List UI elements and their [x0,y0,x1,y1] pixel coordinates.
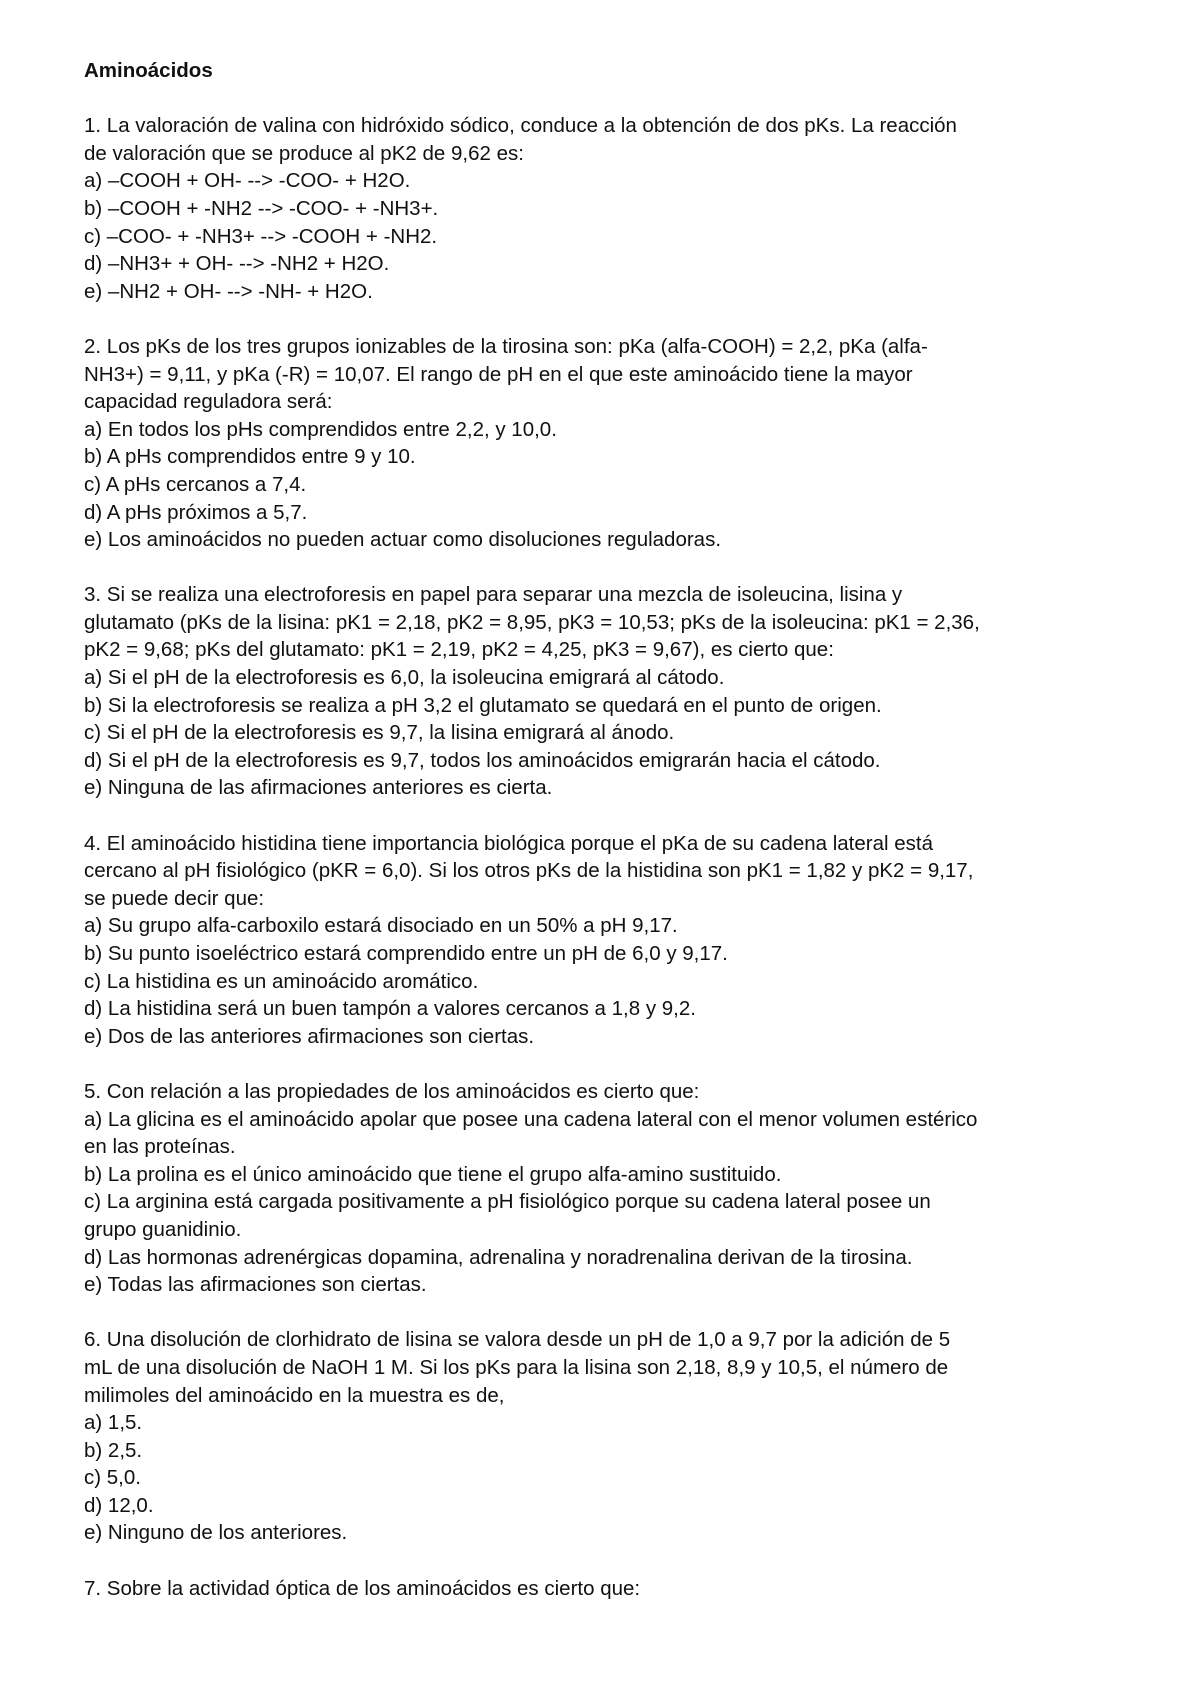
answer-option-line: b) –COOH + -NH2 --> -COO- + -NH3+. [84,196,439,220]
answer-option-line: a) Su grupo alfa-carboxilo estará disociado en un 50% a pH 9,17. [84,914,678,938]
answer-option-b [84,940,1144,968]
question-stem-line: de valoración que se produce al pK2 de 9,62 es: [84,141,524,165]
answer-option-b [84,195,1144,223]
answer-option-d [84,747,1144,775]
answer-option-line: c) –COO- + -NH3+ --> -COOH + -NH2. [84,224,438,248]
answer-option-b [84,692,1144,720]
answer-option-line: a) La glicina es el aminoácido apolar que posee una cadena lateral con el menor volumen estérico [84,1107,978,1131]
answer-option-line: e) –NH2 + OH- --> -NH- + H2O. [84,279,373,303]
question-list [84,112,1144,1602]
answer-option-e [84,1023,1144,1051]
question-stem-line: 7. Sobre la actividad óptica de los aminoácidos es cierto que: [84,1576,641,1600]
answer-option-a [84,664,1144,692]
answer-option-e [84,526,1144,554]
answer-option-line: c) La histidina es un aminoácido aromático. [84,969,479,993]
question-stem-line: 1. La valoración de valina con hidróxido sódico, conduce a la obtención de dos pKs. La reacción [84,114,957,138]
answer-option-a [84,167,1144,195]
question-stem-line: cercano al pH fisiológico (pKR = 6,0). Si los otros pKs de la histidina son pK1 = 1,82 y pK2 = 9,17, [84,859,974,883]
answer-option-e [84,278,1144,306]
question-stem-line: milimoles del aminoácido en la muestra es de, [84,1383,505,1407]
answer-option-line: en las proteínas. [84,1135,236,1159]
answer-option-line: d) 12,0. [84,1493,154,1517]
question-3 [84,581,1144,802]
answer-option-d [84,499,1144,527]
answer-option-line: e) Los aminoácidos no pueden actuar como disoluciones reguladoras. [84,528,722,552]
answer-option-line: grupo guanidinio. [84,1217,242,1241]
answer-option-line: c) La arginina está cargada positivamente a pH fisiológico porque su cadena lateral posee un [84,1190,931,1214]
question-stem-line: mL de una disolución de NaOH 1 M. Si los pKs para la lisina son 2,18, 8,9 y 10,5, el número de [84,1355,949,1379]
answer-option-line: b) La prolina es el único aminoácido que tiene el grupo alfa-amino sustituido. [84,1162,782,1186]
answer-option-line: c) 5,0. [84,1466,141,1490]
answer-option-line: b) 2,5. [84,1438,143,1462]
answer-option-line: d) Las hormonas adrenérgicas dopamina, adrenalina y noradrenalina derivan de la tirosina. [84,1245,913,1269]
answer-option-b [84,1437,1144,1465]
answer-option-b [84,443,1144,471]
answer-option-line: d) –NH3+ + OH- --> -NH2 + H2O. [84,252,390,276]
answer-option-c [84,1464,1144,1492]
question-2 [84,333,1144,554]
answer-option-line: c) Si el pH de la electroforesis es 9,7, la lisina emigrará al ánodo. [84,721,675,745]
answer-option-c [84,1188,1144,1243]
answer-option-line: d) A pHs próximos a 5,7. [84,500,308,524]
answer-option-c [84,719,1144,747]
answer-option-line: a) Si el pH de la electroforesis es 6,0, la isoleucina emigrará al cátodo. [84,666,725,690]
question-stem-line: 6. Una disolución de clorhidrato de lisina se valora desde un pH de 1,0 a 9,7 por la adición de 5 [84,1328,951,1352]
answer-option-line: e) Ninguno de los anteriores. [84,1521,348,1545]
answer-option-a [84,1106,1144,1161]
answer-option-a [84,912,1144,940]
answer-option-line: d) La histidina será un buen tampón a valores cercanos a 1,8 y 9,2. [84,997,696,1021]
answer-option-e [84,774,1144,802]
answer-option-e [84,1271,1144,1299]
answer-option-d [84,250,1144,278]
answer-option-line: e) Todas las afirmaciones son ciertas. [84,1273,427,1297]
question-stem-line: 3. Si se realiza una electroforesis en papel para separar una mezcla de isoleucina, lisina y [84,583,903,607]
question-4 [84,830,1144,1051]
answer-option-c [84,471,1144,499]
question-stem-line: 4. El aminoácido histidina tiene importancia biológica porque el pKa de su cadena lateral está [84,831,934,855]
question-stem-line: pK2 = 9,68; pKs del glutamato: pK1 = 2,19, pK2 = 4,25, pK3 = 9,67), es cierto que: [84,638,834,662]
answer-option-line: a) 1,5. [84,1411,143,1435]
answer-option-d [84,995,1144,1023]
answer-option-line: b) Su punto isoeléctrico estará comprendido entre un pH de 6,0 y 9,17. [84,942,728,965]
answer-option-line: b) Si la electroforesis se realiza a pH 3,2 el glutamato se quedará en el punto de origen. [84,693,882,717]
question-stem-line: 2. Los pKs de los tres grupos ionizables de la tirosina son: pKa (alfa-COOH) = 2,2, pKa (alfa- [84,334,928,358]
answer-option-a [84,1409,1144,1437]
question-7 [84,1575,1144,1603]
question-stem-line: 5. Con relación a las propiedades de los aminoácidos es cierto que: [84,1079,700,1103]
answer-option-line: e) Ninguna de las afirmaciones anteriores es cierta. [84,776,553,800]
answer-option-a [84,416,1144,444]
answer-option-d [84,1244,1144,1272]
answer-option-line: e) Dos de las anteriores afirmaciones son ciertas. [84,1024,535,1048]
question-5 [84,1078,1144,1299]
answer-option-b [84,1161,1144,1189]
question-stem-line: se puede decir que: [84,886,265,910]
answer-option-d [84,1492,1144,1520]
question-stem-line: NH3+) = 9,11, y pKa (-R) = 10,07. El rango de pH en el que este aminoácido tiene la mayor [84,362,913,386]
answer-option-e [84,1519,1144,1547]
question-6 [84,1326,1144,1547]
question-1 [84,112,1144,305]
question-stem-line: glutamato (pKs de la lisina: pK1 = 2,18, pK2 = 8,95, pK3 = 10,53; pKs de la isoleucina: pK1 = 2,36, [84,610,980,634]
answer-option-c [84,223,1144,251]
answer-option-line: a) –COOH + OH- --> -COO- + H2O. [84,169,411,193]
document-content [84,57,1144,1602]
answer-option-c [84,968,1144,996]
document-title: Aminoácidos [84,59,213,82]
answer-option-line: d) Si el pH de la electroforesis es 9,7, todos los aminoácidos emigrarán hacia el cátodo. [84,748,881,772]
question-stem-line: capacidad reguladora será: [84,390,333,414]
answer-option-line: b) A pHs comprendidos entre 9 y 10. [84,445,416,469]
answer-option-line: a) En todos los pHs comprendidos entre 2,2, y 10,0. [84,417,557,441]
answer-option-line: c) A pHs cercanos a 7,4. [84,472,307,496]
